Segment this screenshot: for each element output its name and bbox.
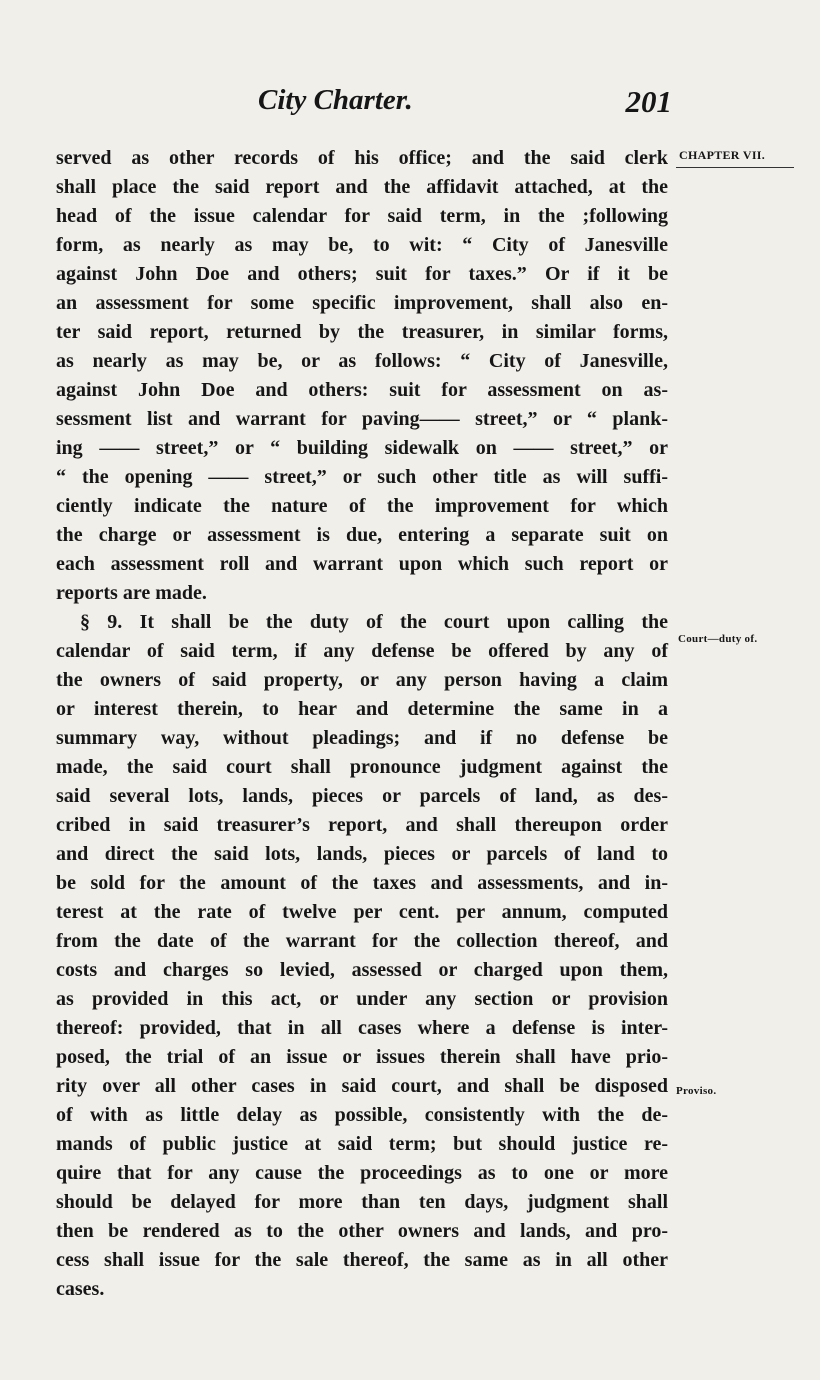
text-line: made, the said court shall pronounce judgment against the [56,756,668,778]
text-line: ter said report, returned by the treasurer, in similar forms, [56,321,668,343]
text-line: calendar of said term, if any defense be offered by any of [56,640,668,662]
text-line: quire that for any cause the proceedings as to one or more [56,1162,668,1184]
text-line: shall place the said report and the affidavit attached, at the [56,176,668,198]
text-line: posed, the trial of an issue or issues therein shall have prio- [56,1046,668,1068]
section-9-first-line: § 9. It shall be the duty of the court upon calling the [80,611,668,633]
body-text [56,144,668,1304]
text-line: ciently indicate the nature of the improvement for which [56,495,668,517]
text-line: cribed in said treasurer’s report, and shall thereupon order [56,814,668,836]
text-line: and direct the said lots, lands, pieces or parcels of land to [56,843,668,865]
text-line: cases. [56,1278,105,1300]
text-line: an assessment for some specific improvement, shall also en- [56,292,668,314]
text-line: costs and charges so levied, assessed or charged upon them, [56,959,668,981]
text-line: against John Doe and others: suit for assessment on as- [56,379,668,401]
text-line: should be delayed for more than ten days, judgment shall [56,1191,668,1213]
text-line: as provided in this act, or under any section or provision [56,988,668,1010]
text-line: mands of public justice at said term; but should justice re- [56,1133,668,1155]
text-line: against John Doe and others; suit for taxes.” Or if it be [56,263,668,285]
text-line: terest at the rate of twelve per cent. per annum, computed [56,901,668,923]
text-line: each assessment roll and warrant upon which such report or [56,553,668,575]
text-line: “ the opening —— street,” or such other title as will suffi- [56,466,668,488]
margin-rule [676,167,794,168]
text-line: rity over all other cases in said court, and shall be disposed [56,1075,668,1097]
text-line: of with as little delay as possible, consistently with the de- [56,1104,668,1126]
text-line: head of the issue calendar for said term, in the ;following [56,205,668,227]
page-header [258,84,672,126]
text-line: from the date of the warrant for the collection thereof, and [56,930,668,952]
text-line: be sold for the amount of the taxes and assessments, and in- [56,872,668,894]
text-line: served as other records of his office; and the said clerk [56,147,668,169]
text-line: cess shall issue for the sale thereof, the same as in all other [56,1249,668,1271]
margin-note-chapter: CHAPTER VII. [679,148,766,162]
text-line: ing —— street,” or “ building sidewalk on —— street,” or [56,437,668,459]
page-number: 201 [625,84,672,119]
text-line: the owners of said property, or any person having a claim [56,669,668,691]
text-line: said several lots, lands, pieces or parcels of land, as des- [56,785,668,807]
text-line: or interest therein, to hear and determine the same in a [56,698,668,720]
running-title: City Charter. [258,84,413,116]
text-line: the charge or assessment is due, entering a separate suit on [56,524,668,546]
text-line: thereof: provided, that in all cases where a defense is inter- [56,1017,668,1039]
text-line: summary way, without pleadings; and if no defense be [56,727,668,749]
margin-note-court-duty: Court—duty of. [678,633,758,645]
text-line: reports are made. [56,582,207,604]
text-line: form, as nearly as may be, to wit: “ City of Janesville [56,234,668,256]
text-line: sessment list and warrant for paving—— street,” or “ plank- [56,408,668,430]
text-line: as nearly as may be, or as follows: “ City of Janesville, [56,350,668,372]
margin-note-proviso: Proviso. [676,1085,717,1097]
text-line: then be rendered as to the other owners and lands, and pro- [56,1220,668,1242]
